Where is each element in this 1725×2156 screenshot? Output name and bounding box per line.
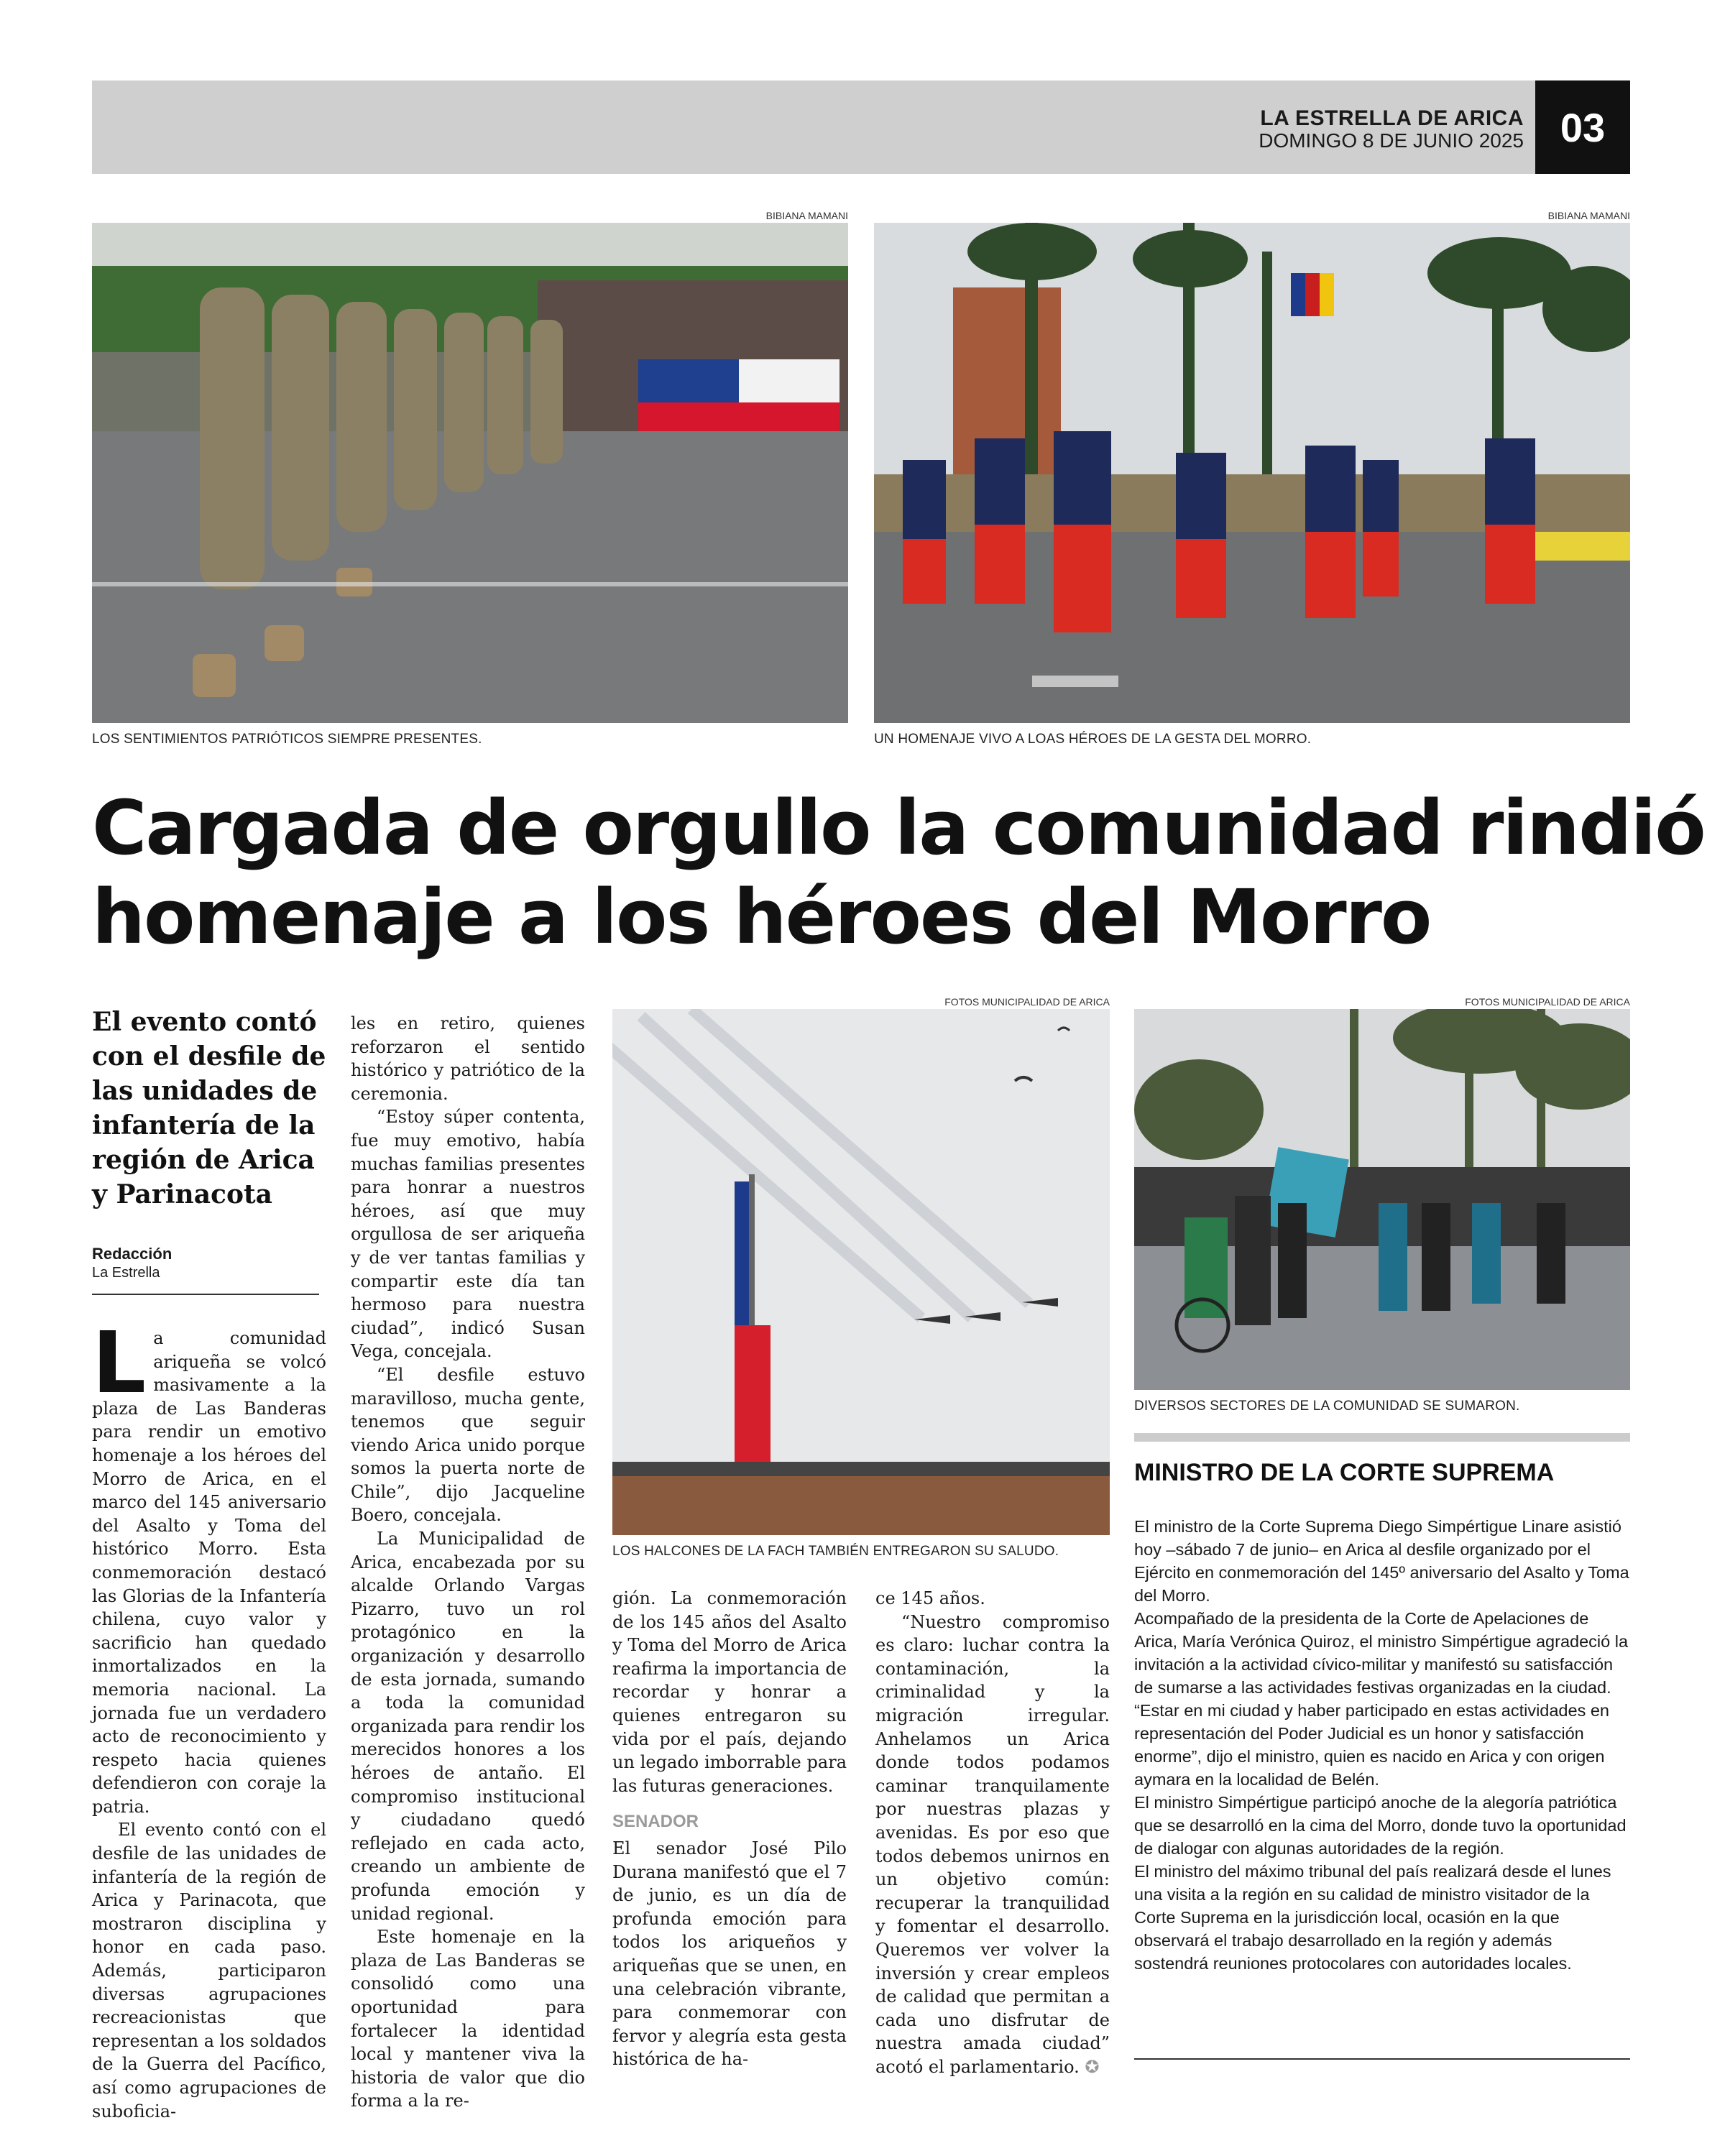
article-paragraph: a comunidad ariqueña se volcó masivamente a la plaza de Las Banderas para rendir un emotivo homenaje a los héroes del Morro de Arica, en el marco del 145 aniversario del Asalto y Toma del histórico Morro. Esta conmemoración destacó las Glorias de la Infantería chilena, cuyo valor y sacrificio han quedado inmortalizados en la memoria nacional. La jornada fue un verdadero acto de reconocimiento y respeto hacia quienes defendieron con coraje la patria. [92,1328,326,1817]
photo-soldiers-marching [92,223,848,723]
article-column-3 [612,1587,847,2071]
article-paragraph: les en retiro, quienes reforzaron el sentido histórico y patriótico de la ceremonia. [351,1013,585,1104]
byline-author: Redacción [92,1245,172,1263]
sidebar-paragraph: El ministro de la Corte Suprema Diego Simpértigue Linare asistió hoy –sábado 7 de junio– en Arica al desfile organizado por el Ejército en conmemoración del 145º aniversario del Asalto y Toma del Morro. [1134,1517,1629,1605]
byline-organization: La Estrella [92,1265,160,1281]
photo-caption-middle: LOS HALCONES DE LA FACH TAMBIÉN ENTREGARON SU SALUDO. [612,1544,1059,1559]
article-paragraph: ce 145 años. [875,1588,985,1608]
article-paragraph: La Municipalidad de Arica, encabezada por su alcalde Orlando Vargas Pizarro, tuvo un rol protagónico en la organización y desarrollo de esta jornada, sumando a toda la comunidad organizada para rendir los merecidos honores a los héroes de antaño. El compromiso institucional y ciudadano quedó reflejado en cada acto, creando un ambiente de profunda emoción y unidad regional. [351,1529,585,1924]
photo-credit-top-left: BIBIANA MAMANI [765,210,848,221]
photo-flag-and-jets [612,1009,1110,1535]
end-mark-icon: ✪ [1085,2056,1100,2077]
article-quote: “El desfile estuvo maravilloso, mucha gente, tenemos que seguir viendo Arica unido porque somos la puerta norte de Chile”, dijo Jacqueline Boero, concejala. [351,1364,585,1526]
publication-date: DOMINGO 8 DE JUNIO 2025 [1259,129,1524,152]
sidebar-paragraph: El ministro Simpértigue participó anoche de la alegoría patriótica que se desarrolló en la cima del Morro, donde tuvo la oportunidad de dialogar con algunas autoridades de la región. [1134,1793,1627,1858]
article-paragraph: Este homenaje en la plaza de Las Banderas se consolidó como una oportunidad para fortalecer la identidad local y mantener viva la historia de valor que dio forma a la re- [351,1927,585,2111]
article-column-2 [351,1012,585,2113]
photo-caption-top-right: UN HOMENAJE VIVO A LOAS HÉROES DE LA GESTA DEL MORRO. [874,732,1312,747]
sidebar-title: MINISTRO DE LA CORTE SUPREMA [1134,1459,1555,1486]
photo-credit-top-right: BIBIANA MAMANI [1547,210,1630,221]
headline-line-1: Cargada de orgullo la comunidad rindió [92,784,1705,872]
article-column-4 [875,1587,1110,2078]
sidebar-paragraph: “Estar en mi ciudad y haber participado en estas actividades en representación del Poder Judicial es un honor y satisfacción enorme”, dijo el ministro, quien es nacido en Arica y con origen aymara en la localidad de Belén. [1134,1701,1609,1789]
article-lede: El evento contó con el desfile de las unidades de infantería de la región de Arica y Parinacota [92,1007,326,1210]
article-subhead: SENADOR [612,1812,699,1832]
photo-caption-right: DIVERSOS SECTORES DE LA COMUNIDAD SE SUMARON. [1134,1399,1520,1414]
article-headline [92,783,1705,962]
article-paragraph: El senador José Pilo Durana manifestó que el 7 de junio, es un día de profunda emoción para todos los ariqueños y ariqueñas que se unen, en una celebración vibrante, para conmemorar con fervor y alegría esta gesta histórica de ha- [612,1838,847,2070]
sidebar-body [1134,1515,1630,1975]
sidebar-bottom-rule [1134,2058,1630,2060]
sidebar-top-bar [1134,1433,1630,1442]
photo-caption-top-left: LOS SENTIMIENTOS PATRIÓTICOS SIEMPRE PRESENTES. [92,732,482,747]
photo-credit-middle: FOTOS MUNICIPALIDAD DE ARICA [944,996,1110,1008]
article-quote: “Nuestro compromiso es claro: luchar contra la contaminación, la criminalidad y la migración irregular. Anhelamos un Arica donde todos podamos caminar tranquilamente por nuestras plazas y avenidas. Es por eso que todos debemos unirnos en un objetivo común: recuperar la tranquilidad y fomentar el desarrollo. Queremos ver volver la inversión y crear empleos de calidad que permitan a cada uno disfrutar de nuestra amada ciudad” acotó el parlamentario. [875,1611,1110,2077]
byline-divider [92,1294,319,1295]
page-number: 03 [1535,80,1630,174]
article-quote: “Estoy súper contenta, fue muy emotivo, había muchas familias presentes para honrar a nuestros héroes, así que muy orgullosa de ser ariqueña y de ver tantas familias y compartir este día tan hermoso para nuestra ciudad”, indicó Susan Vega, concejala. [351,1107,585,1362]
article-paragraph: gión. La conmemoración de los 145 años del Asalto y Toma del Morro de Arica reafirma la importancia de recordar y honrar a quienes entregaron su vida por el país, dejando un legado imborrable para las futuras generaciones. [612,1588,847,1796]
sidebar-paragraph: El ministro del máximo tribunal del país realizará desde el lunes una visita a la región en su calidad de ministro visitador de la Corte Suprema en la jurisdicción local, ocasión en la que observará el trabajo desarrollado en la región y además sostendrá reuniones protocolares con autoridades locales. [1134,1862,1611,1973]
sidebar-paragraph: Acompañado de la presidenta de la Corte de Apelaciones de Arica, María Verónica Quiroz, el ministro Simpértigue agradeció la invitación a la actividad cívico-militar y manifestó su satisfacción de sumarse a las actividades festivas organizadas en la ciudad. [1134,1609,1629,1697]
photo-credit-right: FOTOS MUNICIPALIDAD DE ARICA [1465,996,1630,1008]
drop-cap: L [92,1313,147,1412]
headline-line-2: homenaje a los héroes del Morro [92,873,1431,961]
article-column-1 [92,1313,326,2123]
photo-recreationists-parade [874,223,1630,723]
photo-community-march [1134,1009,1630,1390]
publication-name: LA ESTRELLA DE ARICA [1260,106,1524,130]
article-paragraph: El evento contó con el desfile de las unidades de infantería de la región de Arica y Parinacota, que mostraron disciplina y honor en cada paso. Además, participaron diversas agrupaciones recreacionistas que representan a los soldados de la Guerra del Pacífico, así como agrupaciones de suboficia- [92,1820,326,2122]
